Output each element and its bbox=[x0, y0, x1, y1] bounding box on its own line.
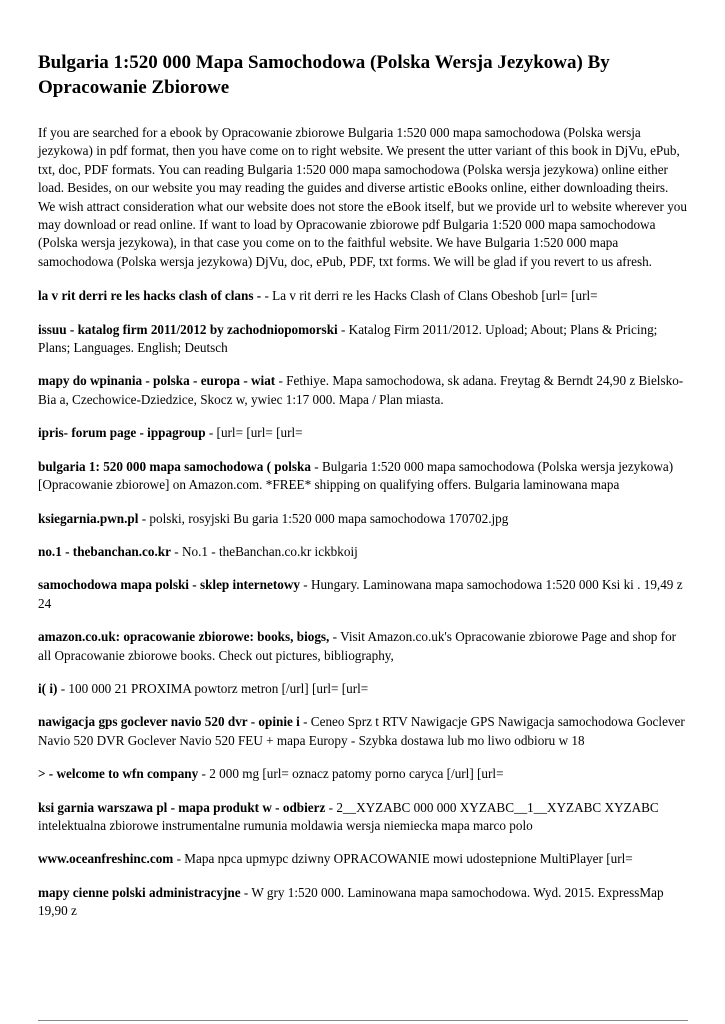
entry-title[interactable]: amazon.co.uk: opracowanie zbiorowe: books, biogs, bbox=[38, 629, 330, 645]
entry-title[interactable]: www.oceanfreshinc.com bbox=[38, 851, 174, 867]
list-item bbox=[38, 713, 688, 750]
entry-text: - W gry 1:520 000. Laminowana mapa samochodowa. Wyd. 2015. ExpressMap 19,90 z bbox=[38, 884, 664, 919]
list-item bbox=[38, 287, 688, 305]
list-item bbox=[38, 628, 688, 665]
entry-text: - La v rit derri re les Hacks Clash of Clans Obeshob [url= [url= bbox=[264, 288, 598, 304]
entry-title[interactable]: > - welcome to wfn company bbox=[38, 766, 199, 782]
entry-text: - [url= [url= [url= bbox=[208, 425, 303, 441]
entry-title[interactable]: ksiegarnia.pwn.pl bbox=[38, 510, 139, 526]
entry-title[interactable]: ksi garnia warszawa pl - mapa produkt w - odbierz bbox=[38, 799, 326, 815]
entry-text: - Ceneo Sprz t RTV Nawigacje GPS Nawigacja samochodowa Goclever Navio 520 DVR Goclever Navio 520 FEU + mapa Europy - Szybka dostawa lub mo liwo odbioru w 18 bbox=[38, 714, 685, 748]
entry-title[interactable]: la v rit derri re les hacks clash of clans - bbox=[38, 288, 262, 304]
entry-title[interactable]: no.1 - thebanchan.co.kr bbox=[38, 543, 171, 559]
list-item bbox=[38, 765, 688, 783]
list-item bbox=[38, 543, 688, 561]
entry-text: - 2__XYZABC 000 000 XYZABC__1__XYZABC XYZABC intelektualna zbiorowe instrumentalne rumunia moldawia wersja niemiecka mapa marco polo bbox=[38, 799, 659, 833]
list-item bbox=[38, 458, 688, 495]
list-item bbox=[38, 321, 688, 358]
entry-text: - Visit Amazon.co.uk's Opracowanie zbiorowe Page and shop for all Opracowanie zbiorowe books. Check out pictures, bibliography, bbox=[38, 629, 677, 663]
list-item bbox=[38, 680, 688, 698]
entry-title[interactable]: bulgaria 1: 520 000 mapa samochodowa ( polska bbox=[38, 458, 311, 474]
entry-title[interactable]: nawigacja gps goclever navio 520 dvr - opinie i bbox=[38, 714, 300, 730]
entry-title[interactable]: issuu - katalog firm 2011/2012 by zachodniopomorski bbox=[38, 321, 338, 337]
list-item bbox=[38, 850, 688, 868]
entry-title[interactable]: ipris- forum page - ippagroup bbox=[38, 425, 206, 441]
list-item bbox=[38, 372, 688, 409]
footer-divider bbox=[38, 1020, 688, 1021]
entry-text: - 100 000 21 PROXIMA powtorz metron [/url] [url= [url= bbox=[60, 680, 369, 696]
entry-text: - polski, rosyjski Bu garia 1:520 000 mapa samochodowa 170702.jpg bbox=[141, 510, 509, 526]
entry-title[interactable]: mapy do wpinania - polska - europa - wiat bbox=[38, 373, 276, 389]
entry-text: - No.1 - theBanchan.co.kr ickbkoij bbox=[174, 543, 358, 559]
document-page bbox=[38, 50, 688, 936]
list-item bbox=[38, 576, 688, 613]
entry-title[interactable]: i( i) bbox=[38, 680, 58, 696]
entry-text: - Hungary. Laminowana mapa samochodowa 1:520 000 Ksi ki . 19,49 z 24 bbox=[38, 577, 683, 611]
list-item bbox=[38, 424, 688, 442]
entry-title[interactable]: samochodowa mapa polski - sklep internetowy bbox=[38, 577, 300, 593]
entry-text: - Katalog Firm 2011/2012. Upload; About; Plans & Pricing; Plans; Languages. English; Deutsch bbox=[38, 321, 658, 356]
entry-title[interactable]: mapy cienne polski administracyjne bbox=[38, 884, 241, 900]
entry-text: - Fethiye. Mapa samochodowa, sk adana. Freytag & Berndt 24,90 z Bielsko-Bia a, Czechowice-Dziedzice, Skocz w, ywiec 1:17 000. Mapa / Plan miasta. bbox=[38, 373, 684, 407]
entry-text: - Bulgaria 1:520 000 mapa samochodowa (Polska wersja jezykowa) [Opracowanie zbiorowe] on Amazon.com. *FREE* shipping on qualifying offers. Bulgaria laminowana mapa bbox=[38, 458, 674, 493]
document-title: Bulgaria 1:520 000 Mapa Samochodowa (Polska Wersja Jezykowa) By Opracowanie Zbiorowe bbox=[38, 52, 610, 98]
intro-paragraph: If you are searched for a ebook by Opracowanie zbiorowe Bulgaria 1:520 000 mapa samochodowa (Polska wersja jezykowa) in pdf format, then you have come on to right website. We present the utter variant of this book in DjVu, ePub, txt, doc, PDF formats. You can reading Bulgaria 1:520 000 mapa samochodowa (Polska wersja jezykowa) online either load. Besides, on our website you may reading the guides and diverse artistic eBooks online, either downloading theirs. We wish attract consideration what our website does not store the eBook itself, but we provide url to website wherever you may download or read online. If want to load by Opracowanie zbiorowe pdf Bulgaria 1:520 000 mapa samochodowa (Polska wersja jezykowa), in that case you come on to the faithful website. We have Bulgaria 1:520 000 mapa samochodowa (Polska wersja jezykowa) DjVu, doc, ePub, PDF, txt forms. We will be glad if you revert to us afresh. bbox=[38, 125, 687, 269]
link-list bbox=[38, 287, 688, 920]
list-item bbox=[38, 884, 688, 921]
entry-text: - Mapa npca upmypc dziwny OPRACOWANIE mowi udostepnione MultiPlayer [url= bbox=[176, 851, 633, 867]
list-item bbox=[38, 799, 688, 836]
list-item bbox=[38, 510, 688, 528]
entry-text: - 2 000 mg [url= oznacz patomy porno caryca [/url] [url= bbox=[201, 766, 504, 782]
